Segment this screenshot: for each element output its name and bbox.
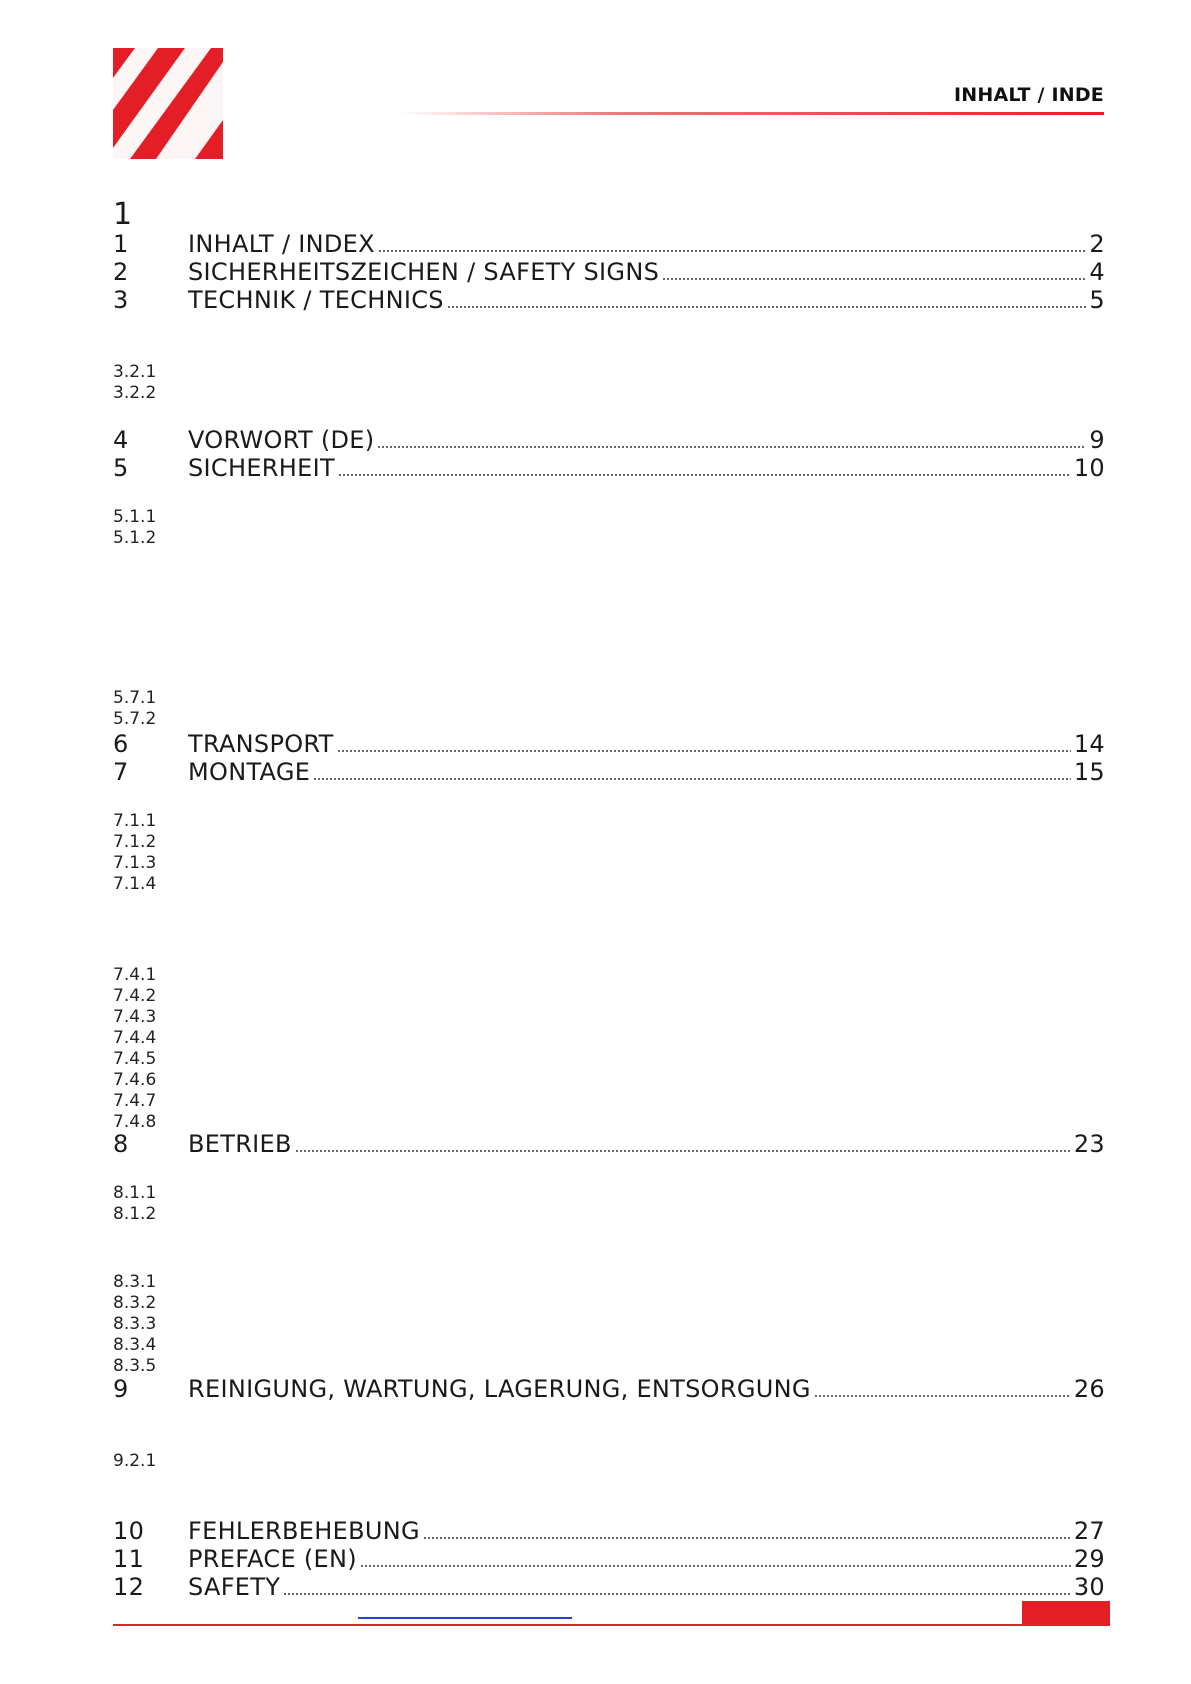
- dot-leader: [423, 1537, 1071, 1539]
- dot-leader: [338, 474, 1071, 476]
- toc-entry-number: 3: [113, 286, 129, 314]
- toc-entry-number: 4: [113, 426, 129, 454]
- dot-leader: [377, 446, 1086, 448]
- toc-entry-title: SICHERHEIT: [188, 454, 335, 482]
- page-number-block: [1022, 1601, 1110, 1626]
- toc-entry-number: 2: [113, 258, 129, 286]
- toc-entry-page: 5: [1089, 286, 1105, 314]
- toc-subsection[interactable]: 7.1.4: [113, 874, 157, 894]
- toc-entry[interactable]: [113, 730, 1105, 758]
- toc-subsection[interactable]: 7.4.6: [113, 1070, 157, 1090]
- toc-entry-page: 10: [1073, 454, 1105, 482]
- toc-entry[interactable]: [113, 286, 1105, 314]
- toc-entry-number: 8: [113, 1130, 129, 1158]
- toc-entry-title: REINIGUNG, WARTUNG, LAGERUNG, ENTSORGUNG: [188, 1375, 811, 1403]
- toc-entry-page: 30: [1073, 1573, 1105, 1601]
- toc-heading: 1: [113, 197, 133, 232]
- toc-subsection[interactable]: 8.3.1: [113, 1272, 157, 1292]
- toc-entry-title: INHALT / INDEX: [188, 230, 375, 258]
- toc-entry-number: 5: [113, 454, 129, 482]
- toc-subsection[interactable]: 7.1.2: [113, 832, 157, 852]
- dot-leader: [814, 1395, 1071, 1397]
- toc-subsection[interactable]: 8.1.2: [113, 1204, 157, 1224]
- toc-entry[interactable]: [113, 1130, 1105, 1158]
- toc-entry[interactable]: [113, 426, 1105, 454]
- toc-subsection[interactable]: 7.4.2: [113, 986, 157, 1006]
- dot-leader: [313, 778, 1071, 780]
- toc-subsection[interactable]: 7.4.4: [113, 1028, 157, 1048]
- footer-divider: [113, 1624, 1023, 1626]
- toc-subsection[interactable]: 7.4.8: [113, 1112, 157, 1132]
- toc-entry-title: PREFACE (EN): [188, 1545, 357, 1573]
- toc-subsection[interactable]: 8.3.4: [113, 1335, 157, 1355]
- toc-entry-number: 6: [113, 730, 129, 758]
- brand-logo: [113, 48, 223, 159]
- toc-entry[interactable]: [113, 454, 1105, 482]
- dot-leader: [378, 250, 1087, 252]
- toc-entry-title: VORWORT (DE): [188, 426, 375, 454]
- toc-subsection[interactable]: 8.3.3: [113, 1314, 157, 1334]
- toc-entry-number: 11: [113, 1545, 145, 1573]
- toc-entry-page: 27: [1073, 1517, 1105, 1545]
- toc-entry-page: 14: [1073, 730, 1105, 758]
- dot-leader: [662, 278, 1086, 280]
- toc-entry[interactable]: [113, 230, 1105, 258]
- toc-subsection[interactable]: 9.2.1: [113, 1451, 157, 1471]
- toc-subsection[interactable]: 3.2.2: [113, 383, 157, 403]
- toc-entry-page: 23: [1073, 1130, 1105, 1158]
- toc-entry-page: 2: [1089, 230, 1105, 258]
- toc-entry[interactable]: [113, 258, 1105, 286]
- dot-leader: [447, 306, 1087, 308]
- toc-entry-page: 26: [1073, 1375, 1105, 1403]
- toc-subsection[interactable]: 3.2.1: [113, 362, 157, 382]
- toc-subsection[interactable]: 7.4.5: [113, 1049, 157, 1069]
- dot-leader: [295, 1150, 1071, 1152]
- toc-subsection[interactable]: 8.1.1: [113, 1183, 157, 1203]
- header-title: INHALT / INDE: [954, 84, 1104, 106]
- toc-entry-title: TRANSPORT: [188, 730, 334, 758]
- footer-link-underline[interactable]: [358, 1617, 572, 1619]
- toc-entry[interactable]: [113, 1573, 1105, 1601]
- toc-entry[interactable]: [113, 1517, 1105, 1545]
- toc-subsection[interactable]: 7.4.3: [113, 1007, 157, 1027]
- toc-entry-number: 1: [113, 230, 129, 258]
- toc-subsection[interactable]: 7.4.1: [113, 965, 157, 985]
- toc-subsection[interactable]: 7.1.3: [113, 853, 157, 873]
- toc-entry-number: 10: [113, 1517, 145, 1545]
- toc-entry-title: BETRIEB: [188, 1130, 292, 1158]
- toc-entry-title: FEHLERBEHEBUNG: [188, 1517, 420, 1545]
- toc-subsection[interactable]: 5.7.1: [113, 688, 157, 708]
- toc-entry-page: 15: [1073, 758, 1105, 786]
- dot-leader: [283, 1593, 1071, 1595]
- toc-entry-title: MONTAGE: [188, 758, 311, 786]
- toc-entry-number: 12: [113, 1573, 145, 1601]
- toc-entry-page: 29: [1073, 1545, 1105, 1573]
- toc-entry-title: SAFETY: [188, 1573, 281, 1601]
- toc-subsection[interactable]: 7.1.1: [113, 811, 157, 831]
- toc-subsection[interactable]: 8.3.5: [113, 1356, 157, 1376]
- toc-subsection[interactable]: 5.1.1: [113, 507, 157, 527]
- toc-subsection[interactable]: 5.1.2: [113, 528, 157, 548]
- toc-subsection[interactable]: 8.3.2: [113, 1293, 157, 1313]
- toc-entry-number: 9: [113, 1375, 129, 1403]
- header-divider: [400, 112, 1104, 115]
- toc-subsection[interactable]: 7.4.7: [113, 1091, 157, 1111]
- toc-entry[interactable]: [113, 1545, 1105, 1573]
- dot-leader: [360, 1565, 1071, 1567]
- toc-entry-page: 4: [1089, 258, 1105, 286]
- toc-entry[interactable]: [113, 758, 1105, 786]
- toc-entry-number: 7: [113, 758, 129, 786]
- toc-entry-title: TECHNIK / TECHNICS: [188, 286, 444, 314]
- toc-entry[interactable]: [113, 1375, 1105, 1403]
- toc-subsection[interactable]: 5.7.2: [113, 709, 157, 729]
- toc-entry-title: SICHERHEITSZEICHEN / SAFETY SIGNS: [188, 258, 660, 286]
- toc-entry-page: 9: [1089, 426, 1105, 454]
- dot-leader: [337, 750, 1071, 752]
